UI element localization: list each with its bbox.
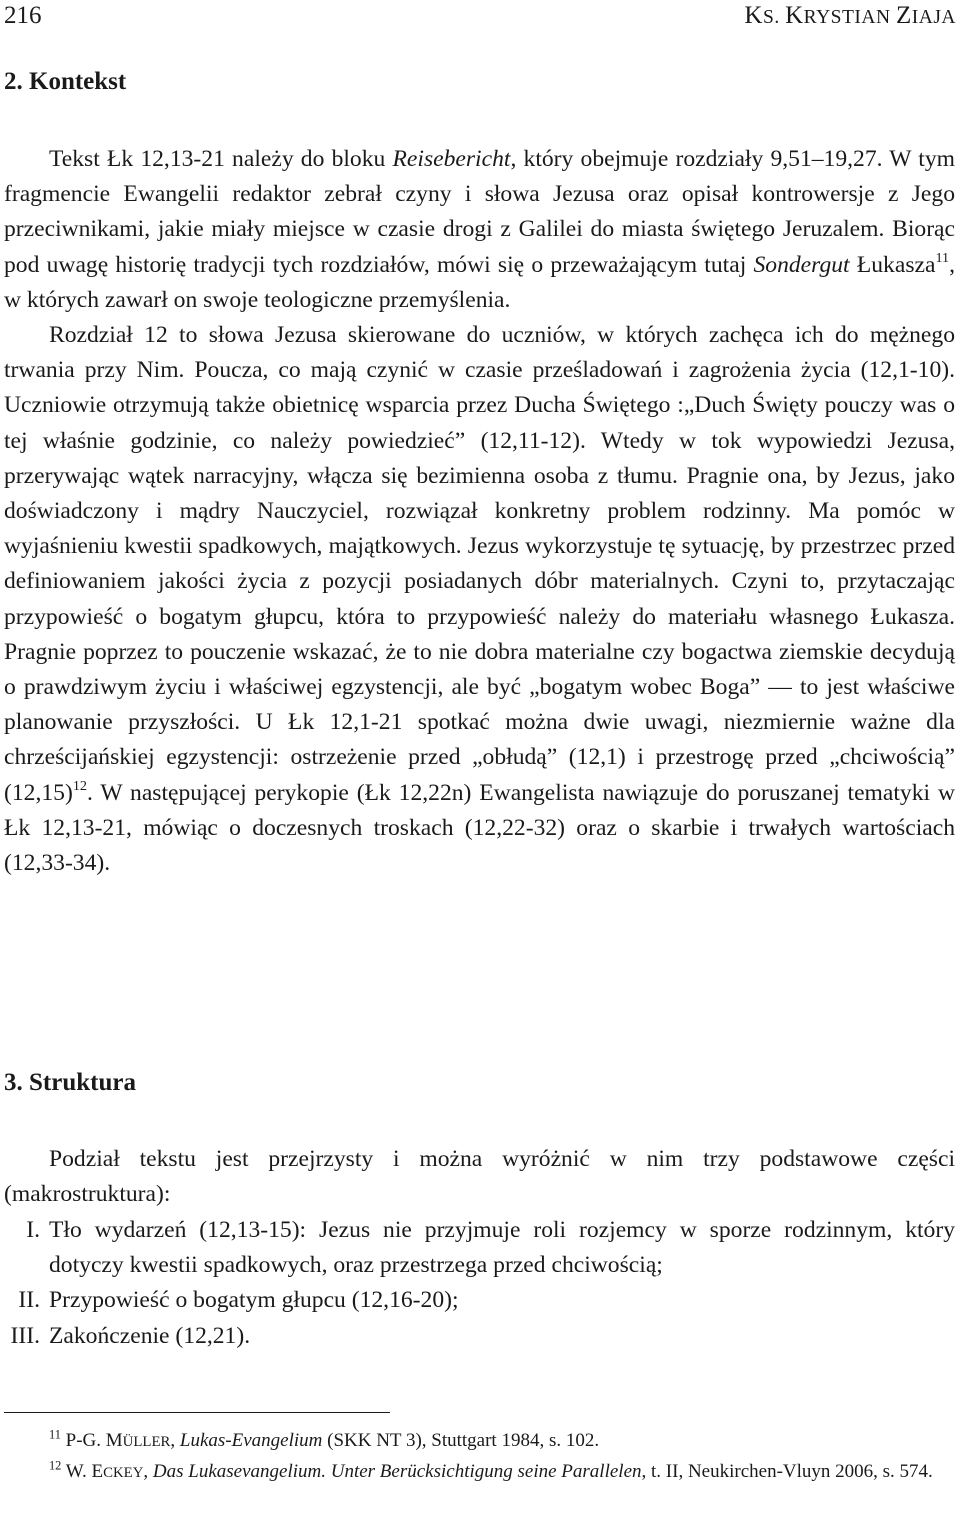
footnote-12: $^{12}$ W. ECKEY, Das Lukasevangelium. Unter Berücksichtigung seine Parallelen, t. II, Neukirchen-Vluyn 2006, s. 574. bbox=[49, 1458, 933, 1482]
footnotes bbox=[4, 1426, 955, 1488]
footnote-ref-12[interactable]: 12 bbox=[72, 777, 87, 794]
paragraph-2: Rozdział 12 to słowa Jezusa skierowane do uczniów, w których zachęca ich do mężnego trwania przy Nim. Poucza, co mają czynić w czasie prześladowań i zagrożenia życia (12,1-10). Uczniowie otrzymują także obietnicę wsparcia przez Ducha Świętego :„Duch Święty pouczy was o tej właśnie godzinie, co należy powiedzieć” (12,11-12). Wtedy w tok wypowiedzi Jezusa, przerywając wątek narracyjny, włącza się bezimienna osoba z tłumu. Pragnie ona, by Jezus, jako doświadczony i mądry Nauczyciel, rozwiązał konkretny problem rodzinny. Ma pomóc w wyjaśnieniu kwestii spadkowych, majątkowych. Jezus wykorzystuje tę sytuację, by przestrzec przed definiowaniem jakości życia z pozycji posiadanych dóbr materialnych. Czyni to, przytaczając przypowieść o bogatym głupcu, która to przypowieść należy do materiału własnego Łukasza. Pragnie poprzez to pouczenie wskazać, że to nie dobra materialne czy bogactwa ziemskie decydują o prawdziwym życiu i właściwej egzystencji, ale być „bogatym wobec Boga” — to jest właściwe planowanie przyszłości. U Łk 12,1-21 spotkać można dwie uwagi, niezmiernie ważne dla chrześcijańskiej egzystencji: ostrzeżenie przed „obłudą” (12,1) i przestrogę przed „chciwością” (12,15)$^{12}$. W następującej perykopie (Łk 12,22n) Ewangelista nawiązuje do poruszanej tematyki w Łk 12,13-21, mówiąc o doczesnych troskach (12,22-32) oraz o skarbie i trwałych wartościach (12,33-34). bbox=[4, 322, 955, 877]
list-item-text: Przypowieść o bogatym głupcu (12,16-20); bbox=[49, 1287, 459, 1314]
structure-list bbox=[4, 1213, 955, 1354]
list-item-number: II. bbox=[18, 1287, 40, 1314]
section-heading-kontekst: 2. Kontekst bbox=[4, 68, 127, 95]
page-number: 216 bbox=[4, 2, 42, 29]
paragraph-1: Tekst Łk 12,13-21 należy do bloku Reisebericht, który obejmuje rozdziały 9,51–19,27. W tym fragmencie Ewangelii redaktor zebrał czyny i słowa Jezusa oraz opisał kontrowersje z Jego przeciwnikami, jakie miały miejsce w czasie drogi z Galilei do miasta świętego Jeruzalem. Biorąc pod uwagę historię tradycji tych rozdziałów, mówi się o przeważającym tutaj Sondergut Łukasza$^{11}$, w których zawarł on swoje teologiczne przemyślenia. bbox=[4, 146, 956, 313]
list-item-text: Zakończenie (12,21). bbox=[49, 1322, 251, 1349]
footnote-11: $^{11}$ P-G. MÜLLER, Lukas-Evangelium (SKK NT 3), Stuttgart 1984, s. 102. bbox=[49, 1427, 600, 1451]
list-item-number: III. bbox=[10, 1322, 40, 1349]
page-header bbox=[4, 0, 956, 34]
footnote-ref-11[interactable]: 11 bbox=[935, 249, 950, 266]
paragraph-3: Podział tekstu jest przejrzysty i można wyróżnić w nim trzy podstawowe części (makrostruktura): bbox=[4, 1146, 955, 1208]
list-item bbox=[4, 1213, 955, 1283]
list-item-text: Tło wydarzeń (12,13-15): Jezus nie przyjmuje roli rozjemcy w sporze rodzinnym, który dotyczy kwestii spadkowych, oraz przestrzega przed chciwością; bbox=[49, 1217, 955, 1279]
section-heading-struktura: 3. Struktura bbox=[4, 1069, 136, 1096]
section-body-kontekst bbox=[4, 142, 955, 881]
list-item-number: I. bbox=[26, 1217, 40, 1243]
running-head-author: KS. KRYSTIAN ZIAJA bbox=[744, 2, 956, 29]
list-item bbox=[4, 1283, 955, 1318]
section-intro-struktura bbox=[4, 1142, 955, 1212]
list-item bbox=[4, 1319, 955, 1354]
footnote-divider bbox=[4, 1412, 390, 1413]
